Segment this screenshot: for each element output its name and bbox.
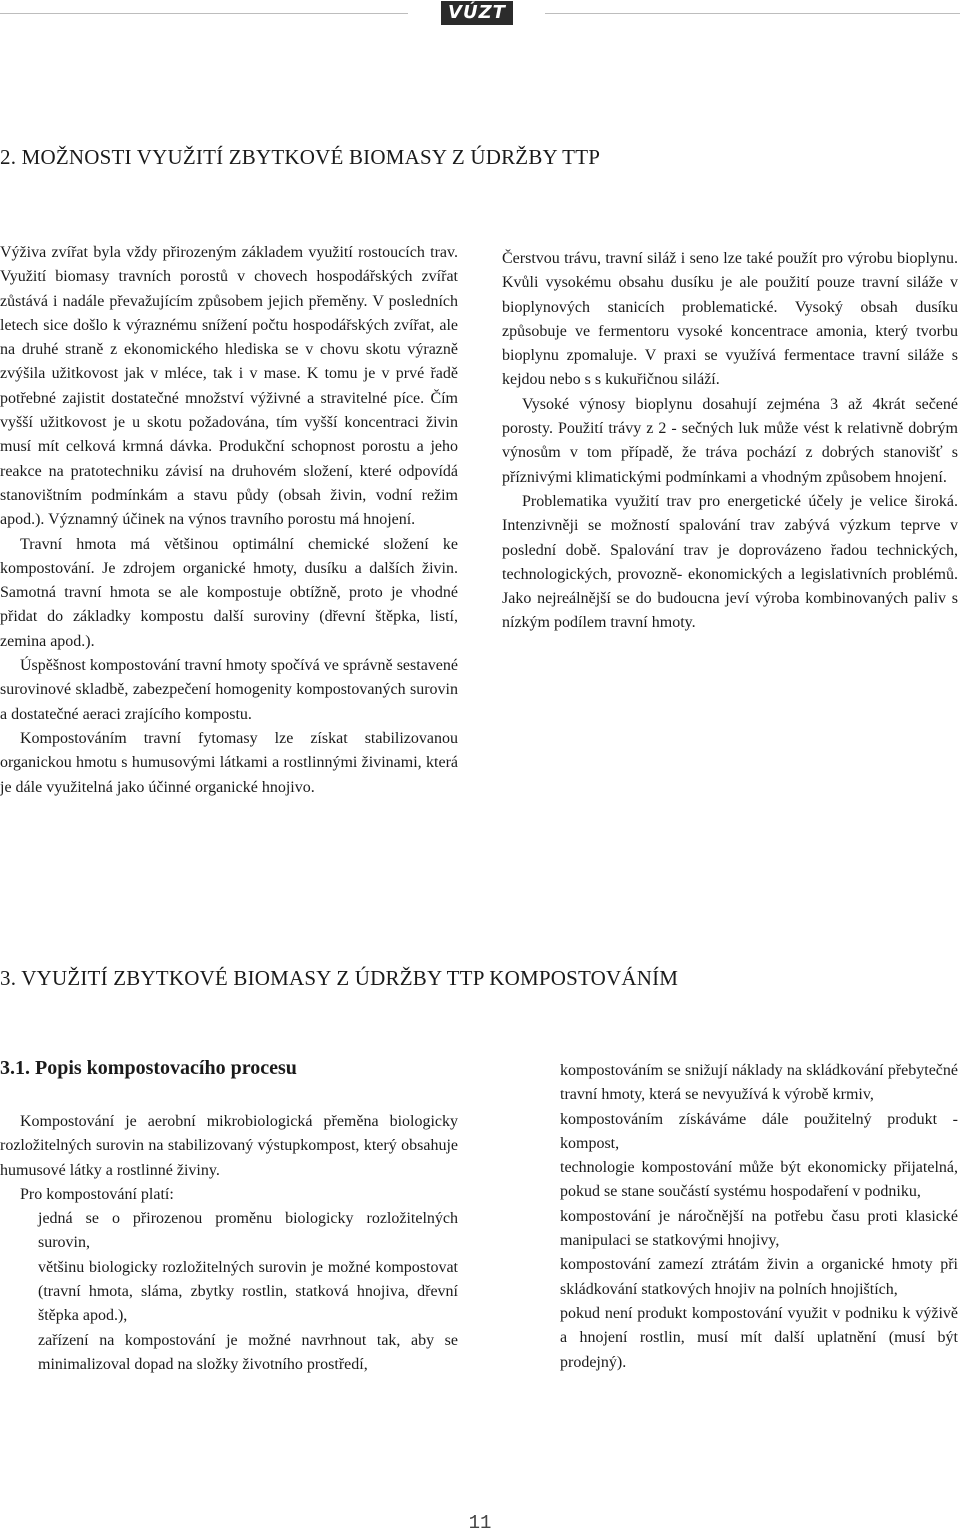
list-item: zařízení na kompostování je možné navrhnout tak, aby se minimalizoval dopad na složky životního prostředí,	[38, 1331, 458, 1373]
list-item: většinu biologicky rozložitelných surovin je možné kompostovat (travní hmota, sláma, zbytky rostlin, statková hnojiva, dřevní štěpka apod.),	[38, 1258, 458, 1325]
section-2-right-column	[502, 247, 958, 636]
section-3-heading: 3. VYUŽITÍ ZBYTKOVÉ BIOMASY Z ÚDRŽBY TTP KOMPOSTOVÁNÍM	[0, 966, 679, 990]
paragraph: Úspěšnost kompostování travní hmoty spočívá ve správně sestavené surovinové skladbě, zabezpečení homogenity kompostovaných surovin a dostatečné aeraci zrajícího kompostu.	[0, 657, 458, 723]
section-3-1-heading: 3.1. Popis kompostovacího procesu	[0, 1057, 297, 1079]
section-2-heading: 2. MOŽNOSTI VYUŽITÍ ZBYTKOVÉ BIOMASY Z ÚDRŽBY TTP	[0, 145, 601, 169]
section-3-right-column	[560, 1059, 958, 1375]
header-rule-right	[545, 13, 960, 14]
list-item: jedná se o přirozenou proměnu biologicky rozložitelných surovin,	[38, 1210, 458, 1252]
paragraph: Kompostování je aerobní mikrobiologická přeměna biologicky rozložitelných surovin na stabilizovaný výstupkompost, který obsahuje humusové látky a rostlinné živiny.	[0, 1113, 458, 1179]
section-2-left-column	[0, 241, 458, 800]
header-rule-left	[0, 13, 408, 14]
paragraph: Vysoké výnosy bioplynu dosahují zejména 3 až 4krát sečené porosty. Použití trávy z 2 - sečných luk může vést k relativně dobrým výnosům v tom případě, že tráva pochází z dobrých stanovišť s příznivými klimatickými podmínkami a vhodným způsobem hnojení.	[502, 395, 958, 486]
list-item: kompostování je náročnější na potřebu času proti klasické manipulaci se statkovými hnojivy,	[560, 1207, 958, 1250]
list-item: pokud není produkt kompostování využit v podniku k výživě a hnojení rostlin, musí mít další uplatnění (musí být prodejný).	[560, 1304, 958, 1371]
paragraph: Výživa zvířat byla vždy přirozeným základem využití rostoucích trav. Využití biomasy travních porostů v chovech hospodářských zvířat zůstává i nadále převažujícím způsobem jejich přeměny. V posledních letech sice došlo k výraznému snížení počtu hospodářských zvířat, ale na druhé straně z ekonomického hlediska se v chovu skotu výrazně zvýšila užitkovost jak v mléce, tak i v mase. K tomu je v prvé řadě potřebné zajistit dostatečné množství výživné a stravitelné píce. Čím vyšší užitkovost je u skotu požadována, tím vyšší koncentraci živin musí mít celková krmná dávka. Produkční schopnost porostu a jeho reakce na pratotechniku závisí na druhovém složení, které odpovídá stanovištním podmínkám a stavu půdy (obsah živin, vodní režim apod.). Významný účinek na výnos travního porostu má hnojení.	[0, 244, 458, 529]
rule-lead: Pro kompostování platí:	[20, 1185, 174, 1203]
paragraph: Kompostováním travní fytomasy lze získat stabilizovanou organickou hmotu s humusovými látkami a rostlinnými živinami, která je dále využitelná jako účinné organické hnojivo.	[0, 729, 458, 796]
section-3-left-column	[0, 1110, 458, 1377]
list-item: kompostování zamezí ztrátám živin a organické hmoty při skládkování statkových hnojiv na polních hnojištích,	[560, 1256, 958, 1298]
paragraph: Čerstvou trávu, travní siláž i seno lze také použít pro výrobu bioplynu. Kvůli vysokému obsahu dusíku je ale použití pouze travní siláže v bioplynových stanicích problematické. Vysoký obsah dusíku způsobuje ve fermentoru vysoké koncentrace amonia, který tvorbu bioplynu zpomaluje. V praxi se využívá fermentace travní siláže s kejdou nebo s s kukuřičnou siláží.	[502, 250, 958, 389]
paragraph: Travní hmota má většinou optimální chemické složení ke kompostování. Je zdrojem organické hmoty, dusíku a dalších živin. Samotná travní hmota se ale kompostuje obtížně, proto je vhodné přidat do základky kompostu další suroviny (dřevní štěpka, listí, zemina apod.).	[0, 535, 458, 650]
list-item: kompostováním se snižují náklady na skládkování přebytečné travní hmoty, která se nevyužívá k výrobě krmiv,	[560, 1062, 958, 1104]
paragraph: Problematika využití trav pro energetické účely je velice široká. Intenzivněji se možností spalování trav zabývá výzkum teprve v poslední době. Spalování trav je doprovázeno řadou technických, technologických, provozně- ekonomických a legislativních problémů. Jako nejreálnější se do budoucna jeví výroba kombinovaných paliv s nízkým podílem travní hmoty.	[502, 492, 958, 632]
list-item: technologie kompostování může být ekonomicky přijatelná, pokud se stane součástí systému hospodaření v podniku,	[560, 1159, 958, 1201]
logo: VÚZT	[441, 1, 513, 25]
list-item: kompostováním získáváme dále použitelný produkt - kompost,	[560, 1110, 958, 1152]
page-number: 11	[468, 1512, 492, 1534]
